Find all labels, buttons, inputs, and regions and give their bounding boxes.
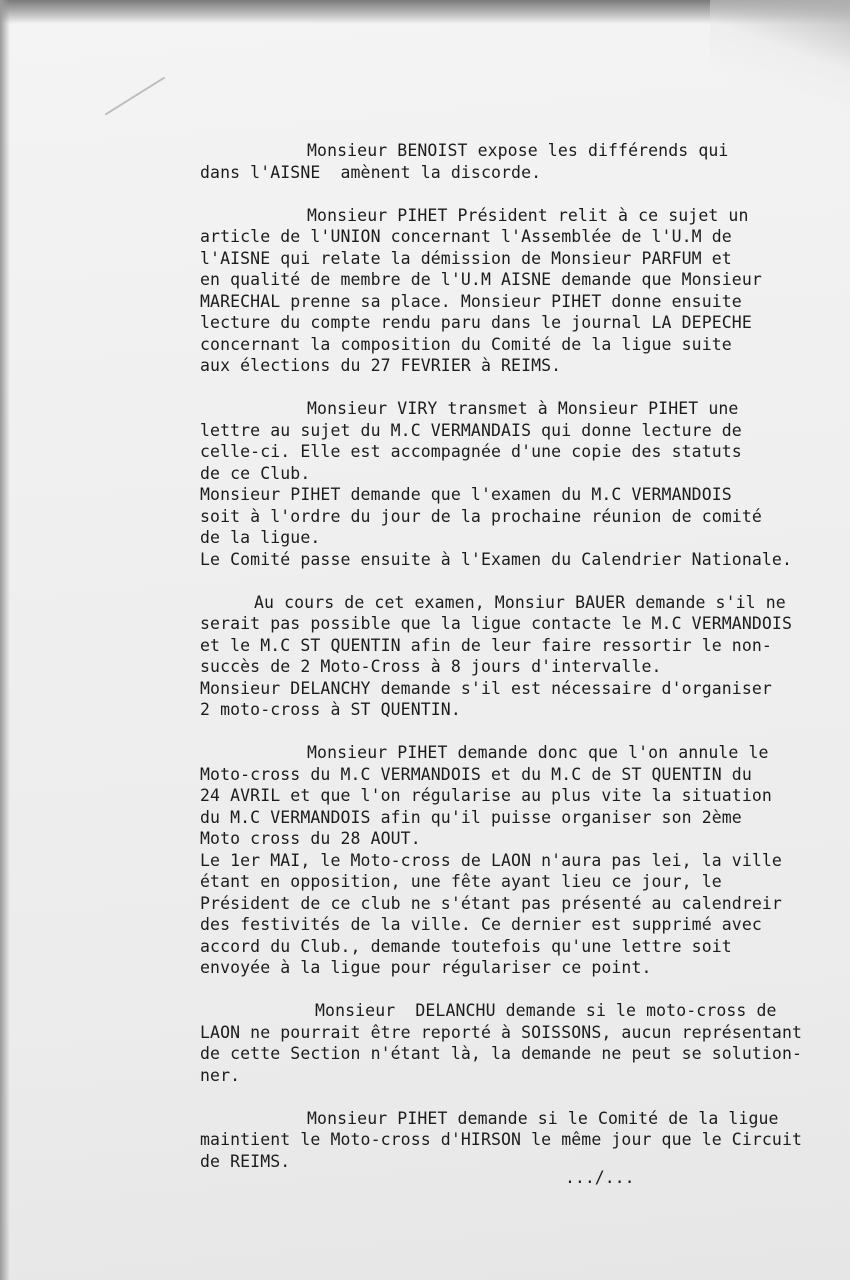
text-line: en qualité de membre de l'U.M AISNE demande que Monsieur: [200, 270, 762, 289]
paragraph: [200, 398, 840, 570]
text-line: 24 AVRIL et que l'on régularise au plus vite la situation: [200, 786, 772, 805]
text-line: Au cours de cet examen, Monsiur BAUER demande s'il ne: [254, 592, 786, 612]
text-line: MARECHAL prenne sa place. Monsieur PIHET donne ensuite: [200, 291, 742, 311]
text-line: et le M.C ST QUENTIN afin de leur faire ressortir le non-: [200, 635, 772, 655]
paper-crease: [105, 77, 165, 116]
text-line: lettre au sujet du M.C VERMANDAIS qui donne lecture de: [200, 420, 742, 440]
paragraph: [200, 742, 840, 979]
paragraph: [200, 1108, 840, 1173]
paragraph: [200, 1000, 840, 1086]
continuation-marker: .../...: [565, 1168, 635, 1187]
page-corner-shadow: [710, 0, 850, 110]
text-line: article de l'UNION concernant l'Assemblée de l'U.M de: [200, 227, 732, 246]
text-line: Monsieur PIHET demande si le Comité de la ligue: [307, 1108, 779, 1128]
text-line: Monsieur DELANCHY demande s'il est nécessaire d'organiser: [200, 678, 772, 698]
text-line: 2 moto-cross à ST QUENTIN.: [200, 700, 461, 719]
paragraph: [200, 592, 840, 721]
text-line: Monsieur BENOIST expose les différends qui: [307, 141, 729, 160]
text-line: Le 1er MAI, le Moto-cross de LAON n'aura pas lei, la ville: [200, 850, 782, 870]
text-line: du M.C VERMANDOIS afin qu'il puisse organiser son 2ème: [200, 807, 742, 827]
text-line: Monsieur DELANCHU demande si le moto-cross de: [315, 1001, 777, 1020]
text-line: de cette Section n'étant là, la demande ne peut se solution-: [200, 1044, 803, 1063]
text-line: l'AISNE qui relate la démission de Monsieur PARFUM et: [200, 248, 732, 268]
text-line: celle-ci. Elle est accompagnée d'une copie des statuts: [200, 442, 742, 461]
text-line: de REIMS.: [200, 1151, 291, 1171]
text-line: serait pas possible que la ligue contacte le M.C VERMANDOIS: [200, 614, 792, 633]
text-line: LAON ne pourrait être reporté à SOISSONS, aucun représentant: [200, 1022, 803, 1042]
text-line: maintient le Moto-cross d'HIRSON le même jour que le Circuit: [200, 1130, 803, 1149]
text-line: Moto-cross du M.C VERMANDOIS et du M.C de ST QUENTIN du: [200, 764, 752, 784]
page-edge-shadow: [0, 0, 10, 1280]
text-line: soit à l'ordre du jour de la prochaine réunion de comité: [200, 506, 762, 526]
text-line: Monsieur PIHET demande que l'examen du M.C VERMANDOIS: [200, 485, 732, 504]
text-line: concernant la composition du Comité de la ligue suite: [200, 334, 732, 354]
text-line: étant en opposition, une fête ayant lieu ce jour, le: [200, 872, 722, 891]
text-line: Monsieur PIHET Président relit à ce sujet un: [307, 205, 749, 225]
text-line: de la ligue.: [200, 528, 321, 547]
text-line: Président de ce club ne s'étant pas présenté au calendreir: [200, 893, 782, 913]
text-line: ner.: [200, 1065, 241, 1085]
text-line: accord du Club., demande toutefois qu'une lettre soit: [200, 936, 732, 956]
text-line: Monsieur PIHET demande donc que l'on annule le: [307, 743, 769, 762]
typewritten-body: [200, 140, 840, 1194]
text-line: dans l'AISNE amènent la discorde.: [200, 162, 542, 182]
text-line: des festivités de la ville. Ce dernier est supprimé avec: [200, 915, 762, 934]
text-line: de ce Club.: [200, 463, 311, 483]
text-line: Monsieur VIRY transmet à Monsieur PIHET une: [307, 399, 739, 418]
text-line: aux élections du 27 FEVRIER à REIMS.: [200, 356, 562, 375]
text-line: succès de 2 Moto-Cross à 8 jours d'intervalle.: [200, 657, 662, 676]
paragraph: [200, 140, 840, 183]
text-line: Moto cross du 28 AOUT.: [200, 829, 421, 848]
text-line: envoyée à la ligue pour régulariser ce point.: [200, 958, 652, 977]
text-line: lecture du compte rendu paru dans le journal LA DEPECHE: [200, 313, 752, 332]
paragraph: [200, 205, 840, 377]
text-line: Le Comité passe ensuite à l'Examen du Calendrier Nationale.: [200, 549, 792, 569]
